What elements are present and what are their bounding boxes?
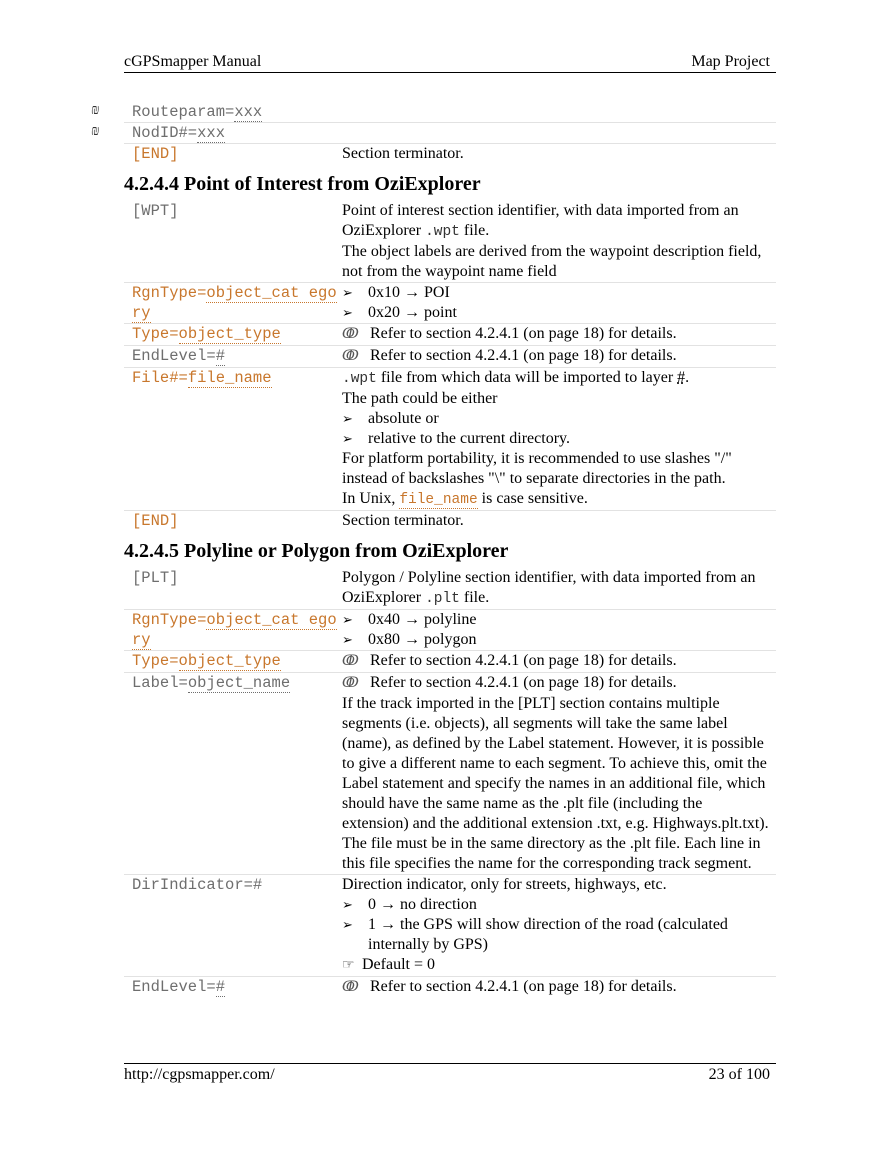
param-key: EndLevel=# (132, 347, 226, 365)
page-header (124, 52, 776, 73)
header-title: cGPSmapper Manual (124, 53, 262, 70)
param-desc: Direction indicator, only for streets, highways, etc. ➢ 0 → no direction ➢ 1 → the GPS will show direction of the road (calculated internally by GPS) ☞ Default = 0 (342, 875, 776, 976)
param-key: File#=file_name (132, 369, 272, 387)
param-key: [WPT] (132, 202, 179, 220)
arrow-bullet-icon: ➢ (342, 285, 353, 300)
param-key: DirIndicator=# (132, 876, 263, 894)
header-section: Map Project (691, 53, 770, 70)
table-row (124, 368, 776, 511)
page-footer (124, 1063, 776, 1086)
pro-only-icon: ₪ (91, 103, 100, 118)
param-key: RgnType=object_cat egory (132, 284, 337, 322)
param-desc: .wpt file from which data will be imported to layer #. The path could be either ➢ absolute or ➢ relative to the current directory. For platform portability, it is recommended to use slashes "/" instead of backslashes "\" to separate directories in the path. In Unix, file_name is case sensitive. (342, 368, 776, 510)
param-key: [END] (132, 145, 179, 163)
list-item: ➢ 0 → no direction (342, 896, 477, 913)
section-heading: 4.2.4.5 Polyline or Polygon from OziExplorer (124, 540, 509, 562)
param-key: EndLevel=# (132, 978, 226, 996)
param-desc (342, 283, 776, 323)
arrow-bullet-icon: ➢ (342, 897, 353, 912)
param-key: Type=object_type (132, 652, 281, 670)
table-row (91, 102, 776, 123)
glasses-icon: ↂ (342, 349, 359, 364)
list-item: ➢ absolute or (342, 410, 439, 427)
glasses-icon: ↂ (342, 654, 359, 669)
param-key: [PLT] (132, 569, 179, 587)
param-desc: Section terminator. (342, 145, 464, 162)
table-row (124, 144, 776, 164)
table-row (124, 324, 776, 346)
param-desc (342, 123, 776, 143)
table-row (91, 123, 776, 144)
table-row (124, 651, 776, 673)
param-key: RgnType=object_cat egory (132, 611, 337, 649)
table-row (124, 201, 776, 283)
table-row (124, 875, 776, 977)
list-item: ➢ 0x40 → polyline (342, 611, 477, 628)
param-desc: ↂ Refer to section 4.2.4.1 (on page 18) for details. (342, 651, 776, 672)
glasses-icon: ↂ (342, 327, 359, 342)
glasses-icon: ↂ (342, 980, 359, 995)
arrow-bullet-icon: ➢ (342, 411, 353, 426)
arrow-bullet-icon: ➢ (342, 305, 353, 320)
table-row (124, 283, 776, 324)
glasses-icon: ↂ (342, 676, 359, 691)
param-desc: Section terminator. (342, 512, 464, 529)
param-desc (342, 610, 776, 650)
arrow-bullet-icon: ➢ (342, 632, 353, 647)
table-row (124, 568, 776, 610)
footer-url[interactable]: http://cgpsmapper.com/ (124, 1066, 275, 1083)
document-body (91, 102, 776, 998)
table-row (124, 977, 776, 998)
param-link[interactable]: file_name (399, 492, 478, 508)
param-key: Routeparam=xxx (132, 103, 263, 121)
section-heading: 4.2.4.4 Point of Interest from OziExplorer (124, 173, 481, 195)
param-key: Label=object_name (132, 674, 291, 692)
list-item: ➢ 0x10 → POI (342, 284, 450, 301)
table-row (124, 673, 776, 875)
page-number: 23 of 100 (708, 1066, 770, 1083)
table-row (124, 511, 776, 531)
param-desc: ↂ Refer to section 4.2.4.1 (on page 18) for details. (342, 977, 776, 998)
list-item: ➢ 0x20 → point (342, 304, 457, 321)
list-item: ➢ 1 → the GPS will show direction of the road (calculated internally by GPS) (342, 916, 728, 953)
table-row (124, 610, 776, 651)
param-key: Type=object_type (132, 325, 281, 343)
param-desc (342, 102, 776, 122)
param-key: NodID#=xxx (132, 124, 226, 142)
arrow-bullet-icon: ➢ (342, 917, 353, 932)
list-item: ➢ relative to the current directory. (342, 430, 570, 447)
param-desc: ↂ Refer to section 4.2.4.1 (on page 18) for details. If the track imported in the [PLT] section contains multiple segments (i.e. objects), all segments will take the same label (name), as defined by the Label statement. However, it is possible to give a different name to each segment. To achieve this, omit the Label statement and specify the names in an additional file, which should have the same name as the .plt file (including the extension) and the additional extension .txt, e.g. Highways.plt.txt). The file must be in the same directory as the .plt file. Each line in this file specifies the name for the corresponding track segment. (342, 674, 769, 872)
param-key: [END] (132, 512, 179, 530)
param-desc: ↂ Refer to section 4.2.4.1 (on page 18) for details. (342, 324, 776, 345)
pointing-hand-icon: ☞ (342, 958, 355, 973)
pro-only-icon: ₪ (91, 124, 100, 139)
list-item: ➢ 0x80 → polygon (342, 631, 477, 648)
arrow-bullet-icon: ➢ (342, 612, 353, 627)
arrow-bullet-icon: ➢ (342, 431, 353, 446)
table-row (124, 346, 776, 368)
param-desc: ↂ Refer to section 4.2.4.1 (on page 18) for details. (342, 346, 776, 367)
param-desc: Point of interest section identifier, with data imported from an OziExplorer .wpt file. The object labels are derived from the waypoint description field, not from the waypoint name field (342, 202, 762, 280)
param-desc: Polygon / Polyline section identifier, with data imported from an OziExplorer .plt file. (342, 569, 756, 607)
